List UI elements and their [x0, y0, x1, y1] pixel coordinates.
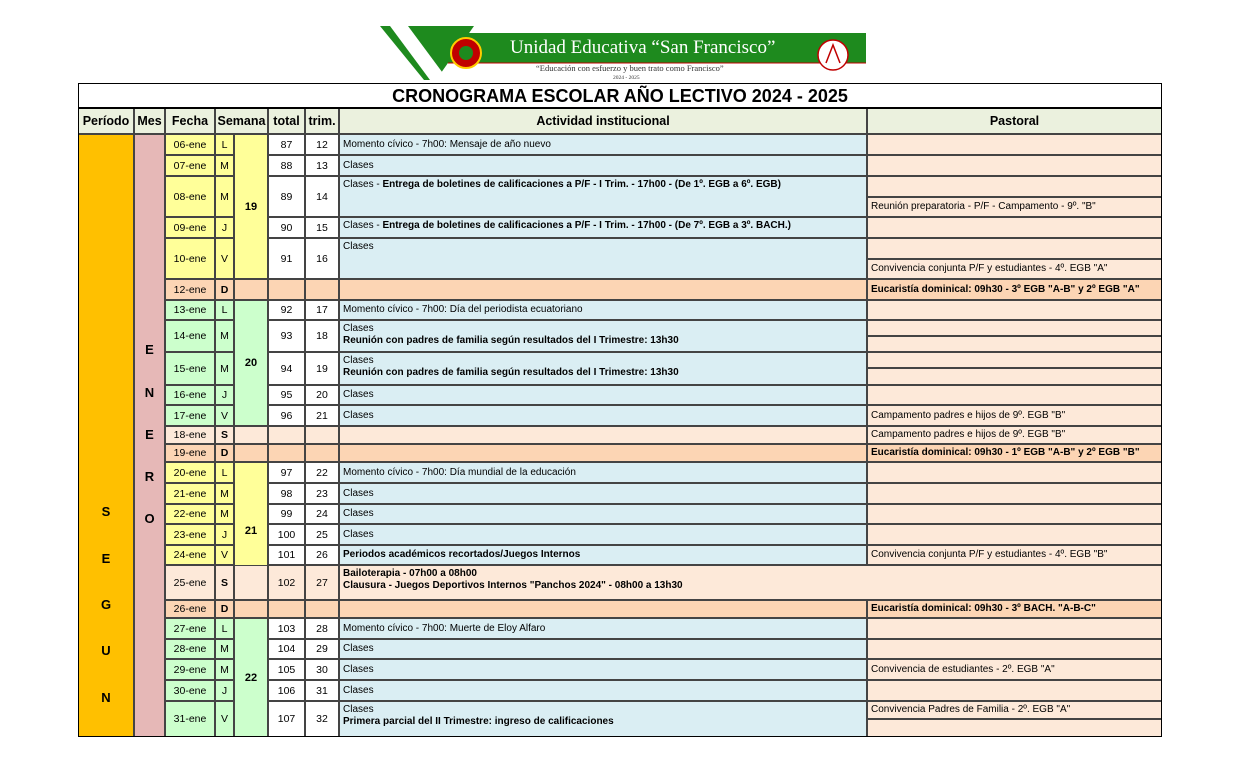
dia-cell: D — [215, 279, 234, 300]
actividad-text: Clases — [343, 323, 374, 334]
actividad-text: Bailoterapia - 07h00 a 08h00 — [343, 568, 477, 579]
dia-cell: M — [215, 352, 234, 385]
total-cell: 99 — [268, 504, 305, 524]
actividad-cell — [339, 483, 867, 504]
trim-cell: 29 — [305, 639, 339, 659]
fecha-cell: 10-ene — [165, 238, 215, 279]
actividad-cell — [339, 385, 867, 405]
total-cell: 105 — [268, 659, 305, 680]
total-cell: 100 — [268, 524, 305, 545]
actividad-cell — [339, 300, 867, 320]
pastoral-cell — [867, 462, 1162, 483]
pastoral-cell — [867, 238, 1162, 259]
actividad-cell — [339, 701, 867, 737]
mes-letter: N — [144, 385, 155, 400]
fecha-cell: 22-ene — [165, 504, 215, 524]
total-cell — [268, 279, 305, 300]
trim-cell: 24 — [305, 504, 339, 524]
periodo-letter: E — [101, 551, 111, 566]
pastoral-cell — [867, 719, 1162, 737]
actividad-text: Clases — [343, 684, 374, 696]
trim-cell: 21 — [305, 405, 339, 426]
fecha-cell: 28-ene — [165, 639, 215, 659]
pastoral-cell — [867, 483, 1162, 504]
dia-cell: M — [215, 639, 234, 659]
fecha-cell: 30-ene — [165, 680, 215, 701]
total-cell: 89 — [268, 176, 305, 217]
actividad-text: Momento cívico - 7h00: Muerte de Eloy Alfaro — [343, 622, 546, 634]
dia-cell: M — [215, 504, 234, 524]
fecha-cell: 23-ene — [165, 524, 215, 545]
total-cell: 94 — [268, 352, 305, 385]
actividad-cell — [339, 680, 867, 701]
actividad-cell — [339, 462, 867, 483]
actividad-text: Clases — [343, 159, 374, 171]
fecha-cell: 25-ene — [165, 565, 215, 600]
mes-letter: E — [145, 427, 154, 442]
fecha-cell: 15-ene — [165, 352, 215, 385]
total-cell: 96 — [268, 405, 305, 426]
pastoral-cell: Eucaristía dominical: 09h30 - 3º BACH. "A-B-C" — [867, 600, 1162, 618]
dia-cell: V — [215, 405, 234, 426]
dia-cell: V — [215, 545, 234, 565]
semana-weekend-cell — [234, 565, 268, 600]
trim-cell: 20 — [305, 385, 339, 405]
semana-weekend-cell — [234, 426, 268, 444]
trim-cell: 32 — [305, 701, 339, 737]
pastoral-cell — [867, 385, 1162, 405]
trim-cell — [305, 426, 339, 444]
total-cell: 93 — [268, 320, 305, 352]
actividad-text: Momento cívico - 7h00: Día del periodista ecuatoriano — [343, 304, 583, 315]
actividad-text: Momento cívico - 7h00: Día mundial de la educación — [343, 466, 576, 478]
fecha-cell: 12-ene — [165, 279, 215, 300]
trim-cell: 26 — [305, 545, 339, 565]
fecha-cell: 14-ene — [165, 320, 215, 352]
fecha-cell: 19-ene — [165, 444, 215, 462]
actividad-cell — [339, 320, 867, 352]
total-cell: 103 — [268, 618, 305, 639]
pastoral-cell: Convivencia Padres de Familia - 2º. EGB "A" — [867, 701, 1162, 719]
total-cell — [268, 426, 305, 444]
actividad-text: Clases — [343, 355, 374, 366]
actividad-text: Clases - — [343, 179, 383, 190]
dia-cell: L — [215, 134, 234, 155]
fecha-cell: 07-ene — [165, 155, 215, 176]
periodo-letter: U — [101, 643, 111, 658]
actividad-cell — [339, 600, 867, 618]
actividad-cell — [339, 524, 867, 545]
actividad-cell — [339, 504, 867, 524]
actividad-text: Clases — [343, 389, 374, 400]
fecha-cell: 24-ene — [165, 545, 215, 565]
fecha-cell: 06-ene — [165, 134, 215, 155]
fecha-cell: 31-ene — [165, 701, 215, 737]
pastoral-cell: Campamento padres e hijos de 9º. EGB "B" — [867, 405, 1162, 426]
week-number-cell: 19 — [234, 134, 268, 279]
total-cell: 88 — [268, 155, 305, 176]
semana-weekend-cell — [234, 444, 268, 462]
actividad-cell — [339, 545, 867, 565]
dia-cell: L — [215, 300, 234, 320]
pastoral-cell: Campamento padres e hijos de 9º. EGB "B" — [867, 426, 1162, 444]
total-cell: 98 — [268, 483, 305, 504]
actividad-cell — [339, 639, 867, 659]
pastoral-cell — [867, 336, 1162, 352]
dia-cell: V — [215, 701, 234, 737]
actividad-cell — [339, 217, 867, 238]
trim-cell: 23 — [305, 483, 339, 504]
actividad-text: Clases — [343, 643, 374, 654]
actividad-text: Clases - — [343, 220, 383, 231]
pastoral-cell — [867, 352, 1162, 368]
trim-cell: 27 — [305, 565, 339, 600]
actividad-text-bold: Entrega de boletines de calificaciones a P/F - I Trim. - 17h00 - (De 7º. EGB a 3º. BACH.) — [382, 220, 791, 231]
total-cell: 87 — [268, 134, 305, 155]
actividad-cell — [339, 176, 867, 217]
periodo-letter: S — [101, 504, 111, 519]
trim-cell: 31 — [305, 680, 339, 701]
total-cell: 102 — [268, 565, 305, 600]
trim-cell: 15 — [305, 217, 339, 238]
semana-weekend-cell — [234, 600, 268, 618]
week-number-cell: 21 — [234, 462, 268, 600]
total-cell — [268, 444, 305, 462]
actividad-text: Periodos académicos recortados/Juegos Internos — [343, 549, 581, 560]
actividad-cell — [339, 618, 867, 639]
trim-cell: 14 — [305, 176, 339, 217]
dia-cell: M — [215, 155, 234, 176]
trim-cell — [305, 279, 339, 300]
dia-cell: J — [215, 524, 234, 545]
fecha-cell: 27-ene — [165, 618, 215, 639]
page-title: CRONOGRAMA ESCOLAR AÑO LECTIVO 2024 - 2025 — [78, 83, 1162, 108]
actividad-cell — [339, 444, 867, 462]
actividad-text: Clases — [343, 663, 374, 675]
fecha-cell: 09-ene — [165, 217, 215, 238]
total-cell: 101 — [268, 545, 305, 565]
fecha-cell: 26-ene — [165, 600, 215, 618]
pastoral-cell — [867, 300, 1162, 320]
column-header-fecha: Fecha — [165, 108, 215, 134]
dia-cell: D — [215, 444, 234, 462]
dia-cell: S — [215, 565, 234, 600]
dia-cell: M — [215, 176, 234, 217]
actividad-text: Momento cívico - 7h00: Mensaje de año nuevo — [343, 138, 551, 150]
actividad-text: Clases — [343, 508, 374, 519]
dia-cell: M — [215, 320, 234, 352]
trim-cell: 28 — [305, 618, 339, 639]
actividad-cell — [339, 352, 867, 385]
school-name-text: Unidad Educativa “San Francisco” — [510, 37, 776, 58]
pastoral-cell: Eucaristía dominical: 09h30 - 1º EGB "A-B" y 2º EGB "B" — [867, 444, 1162, 462]
pastoral-cell — [867, 639, 1162, 659]
pastoral-cell: Convivencia de estudiantes - 2º. EGB "A" — [867, 659, 1162, 680]
total-cell — [268, 600, 305, 618]
trim-cell: 18 — [305, 320, 339, 352]
actividad-cell — [339, 155, 867, 176]
actividad-cell — [339, 565, 1162, 600]
pastoral-cell: Convivencia conjunta P/F y estudiantes - 4º. EGB "B" — [867, 545, 1162, 565]
actividad-cell — [339, 405, 867, 426]
total-cell: 92 — [268, 300, 305, 320]
trim-cell: 30 — [305, 659, 339, 680]
actividad-cell — [339, 659, 867, 680]
trim-cell: 17 — [305, 300, 339, 320]
fecha-cell: 08-ene — [165, 176, 215, 217]
dia-cell: L — [215, 462, 234, 483]
pastoral-cell — [867, 524, 1162, 545]
actividad-text: Clases — [343, 409, 374, 421]
actividad-text: Clausura - Juegos Deportivos Internos "Panchos 2024" - 08h00 a 13h30 — [343, 580, 683, 591]
semana-weekend-cell — [234, 279, 268, 300]
pastoral-cell — [867, 176, 1162, 197]
actividad-text: Primera parcial del II Trimestre: ingreso de calificaciones — [343, 716, 614, 727]
total-cell: 106 — [268, 680, 305, 701]
column-header-trim: trim. — [305, 108, 339, 134]
trim-cell: 19 — [305, 352, 339, 385]
total-cell: 104 — [268, 639, 305, 659]
dia-cell: J — [215, 385, 234, 405]
week-number-cell: 22 — [234, 618, 268, 737]
week-number-cell: 20 — [234, 300, 268, 426]
pastoral-cell: Reunión preparatoria - P/F - Campamento - 9º. "B" — [867, 197, 1162, 217]
total-cell: 91 — [268, 238, 305, 279]
actividad-text: Clases — [343, 704, 374, 715]
fecha-cell: 18-ene — [165, 426, 215, 444]
actividad-cell — [339, 134, 867, 155]
fecha-cell: 17-ene — [165, 405, 215, 426]
total-cell: 90 — [268, 217, 305, 238]
pastoral-cell: Eucaristía dominical: 09h30 - 3º EGB "A-B" y 2º EGB "A" — [867, 279, 1162, 300]
actividad-text-bold: Entrega de boletines de calificaciones a P/F - I Trim. - 17h00 - (De 1º. EGB a 6º. EGB) — [382, 179, 781, 190]
periodo-letter: N — [101, 690, 111, 705]
actividad-text: Clases — [343, 241, 374, 252]
trim-cell: 12 — [305, 134, 339, 155]
school-years-text: 2024 - 2025 — [613, 75, 640, 81]
trim-cell: 13 — [305, 155, 339, 176]
fecha-cell: 21-ene — [165, 483, 215, 504]
total-cell: 107 — [268, 701, 305, 737]
total-cell: 95 — [268, 385, 305, 405]
actividad-cell — [339, 426, 867, 444]
trim-cell — [305, 600, 339, 618]
fecha-cell: 20-ene — [165, 462, 215, 483]
periodo-letter: G — [100, 597, 112, 612]
dia-cell: V — [215, 238, 234, 279]
mes-letter: E — [145, 342, 154, 357]
column-header-total: total — [268, 108, 305, 134]
mes-letter: R — [144, 469, 155, 484]
pastoral-cell — [867, 134, 1162, 155]
column-header-pastoral: Pastoral — [867, 108, 1162, 134]
pastoral-cell — [867, 368, 1162, 385]
total-cell: 97 — [268, 462, 305, 483]
actividad-text: Reunión con padres de familia según resultados del I Trimestre: 13h30 — [343, 367, 679, 378]
dia-cell: S — [215, 426, 234, 444]
trim-cell: 16 — [305, 238, 339, 279]
column-header-semana: Semana — [215, 108, 268, 134]
dia-cell: M — [215, 659, 234, 680]
dia-cell: J — [215, 217, 234, 238]
trim-cell: 25 — [305, 524, 339, 545]
column-header-actividad: Actividad institucional — [339, 108, 867, 134]
actividad-text: Clases — [343, 528, 374, 540]
dia-cell: J — [215, 680, 234, 701]
pastoral-cell — [867, 217, 1162, 238]
trim-cell — [305, 444, 339, 462]
actividad-text: Reunión con padres de familia según resultados del I Trimestre: 13h30 — [343, 335, 679, 346]
fecha-cell: 16-ene — [165, 385, 215, 405]
fecha-cell: 13-ene — [165, 300, 215, 320]
pastoral-cell — [867, 618, 1162, 639]
pastoral-cell: Convivencia conjunta P/F y estudiantes - 4º. EGB "A" — [867, 259, 1162, 279]
pastoral-cell — [867, 504, 1162, 524]
trim-cell: 22 — [305, 462, 339, 483]
actividad-cell — [339, 279, 867, 300]
column-header-periodo: Período — [78, 108, 134, 134]
school-motto-text: “Educación con esfuerzo y buen trato como Francisco” — [536, 63, 724, 73]
dia-cell: M — [215, 483, 234, 504]
fecha-cell: 29-ene — [165, 659, 215, 680]
pastoral-cell — [867, 320, 1162, 336]
column-header-mes: Mes — [134, 108, 165, 134]
dia-cell: D — [215, 600, 234, 618]
pastoral-cell — [867, 155, 1162, 176]
actividad-text: Clases — [343, 487, 374, 499]
mes-letter: O — [144, 511, 155, 526]
actividad-cell — [339, 238, 867, 279]
dia-cell: L — [215, 618, 234, 639]
pastoral-cell — [867, 680, 1162, 701]
